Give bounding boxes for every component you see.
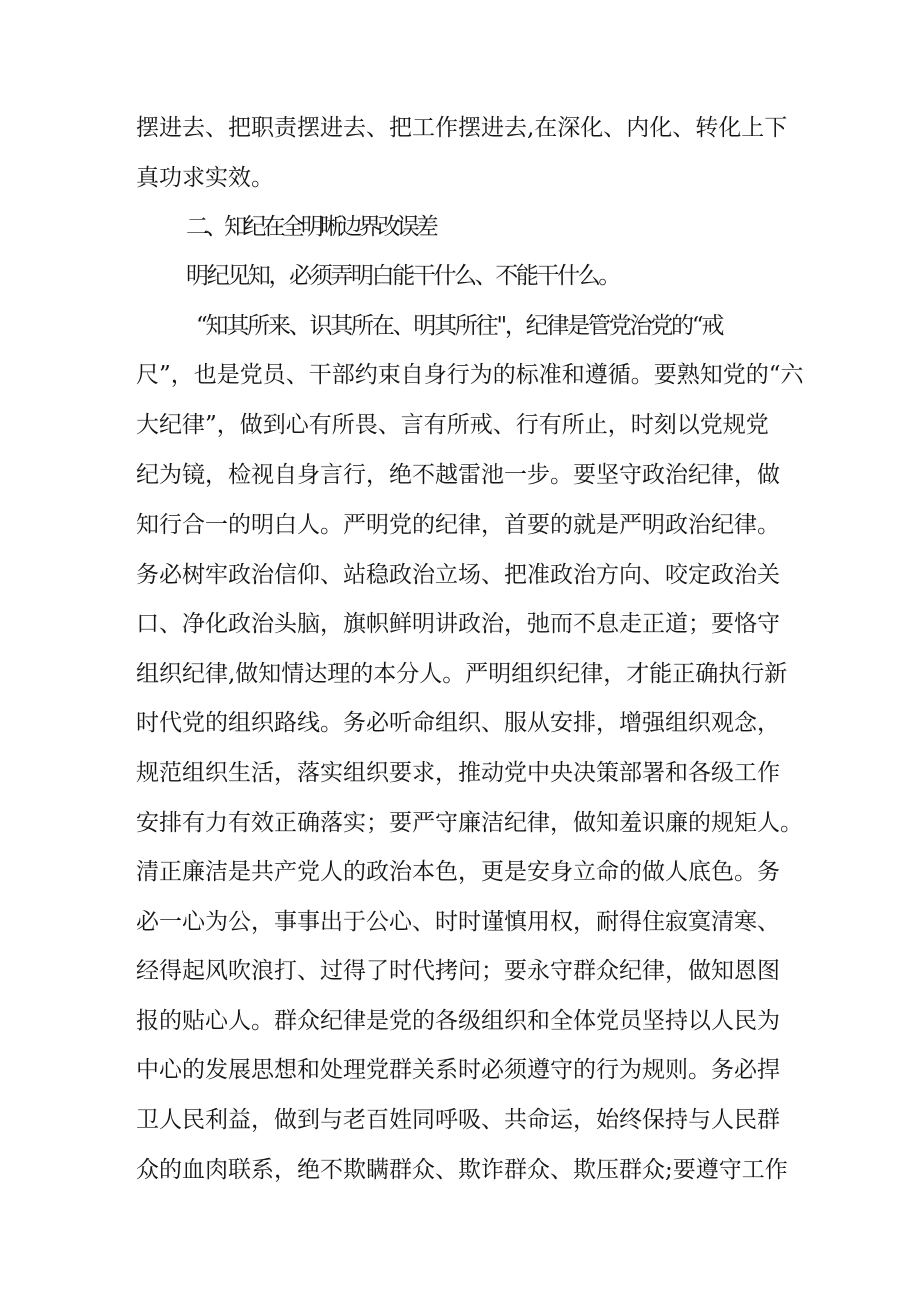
text-line-8: 纪为镜，检视自身言行，绝不越雷池一步。要坚守政治纪律，做 — [136, 462, 780, 488]
text-line-7: 大纪律”，做到心有所畏、言有所戒、行有所止，时刻以党规党 — [136, 412, 769, 438]
text-line-9: 知行合一的明白人。严明党的纪律，首要的就是严明政治纪律。 — [136, 512, 780, 538]
text-line-13: 时代党的组织路线。务必听命组织、服从安排，增强组织观念， — [136, 710, 780, 736]
text-line-19: 报的贴心人。群众纪律是党的各级组织和全体党员坚持以人民为 — [136, 1008, 780, 1034]
text-line-20: 中心的发展思想和处理党群关系时必须遵守的行为规则。务必捍 — [136, 1057, 780, 1083]
text-line-6: 尺”，也是党员、干部约束自身行为的标准和遵循。要熟知党的“六 — [136, 362, 804, 388]
text-line-22: 众的血肉联系，绝不欺瞒群众、欺诈群众、欺压群众;要遵守工作 — [136, 1157, 788, 1183]
section-heading: 二、知纪在全明晰边界改误差 — [186, 214, 435, 240]
text-line-16: 清正廉洁是共产党人的政治本色，更是安身立命的做人底色。务 — [136, 859, 780, 885]
text-line-11: 口、净化政治头脑，旗帜鲜明讲政治，弛而不息走正道；要恪守 — [136, 611, 780, 637]
text-line-10: 务必树牢政治信仰、站稳政治立场、把准政治方向、咬定政治关 — [136, 562, 780, 588]
text-line-2: 真功求实效。 — [136, 165, 274, 191]
text-line-15: 安排有力有效正确落实；要严守廉洁纪律，做知羞识廉的规矩人。 — [136, 810, 803, 836]
text-line-18: 经得起风吹浪打、过得了时代拷问；要永守群众纪律，做知恩图 — [136, 958, 780, 984]
text-line-12: 组织纪律,做知情达理的本分人。严明组织纪律，才能正确执行新 — [136, 661, 788, 687]
text-line-1: 摆进去、把职责摆进去、把工作摆进去,在深化、内化、转化上下 — [136, 115, 788, 141]
text-line-21: 卫人民利益，做到与老百姓同呼吸、共命运，始终保持与人民群 — [136, 1107, 780, 1133]
text-line-4: 明纪见知，必须弄明白能干什么、不能干什么。 — [186, 263, 620, 289]
text-line-17: 必一心为公，事事出于公心、时时谨慎用权，耐得住寂寞清寒、 — [136, 909, 780, 935]
text-line-14: 规范组织生活，落实组织要求，推动党中央决策部署和各级工作 — [136, 760, 780, 786]
text-line-5: “知其所来、识其所在、明其所往"，纪律是管党治党的“戒 — [196, 313, 723, 339]
